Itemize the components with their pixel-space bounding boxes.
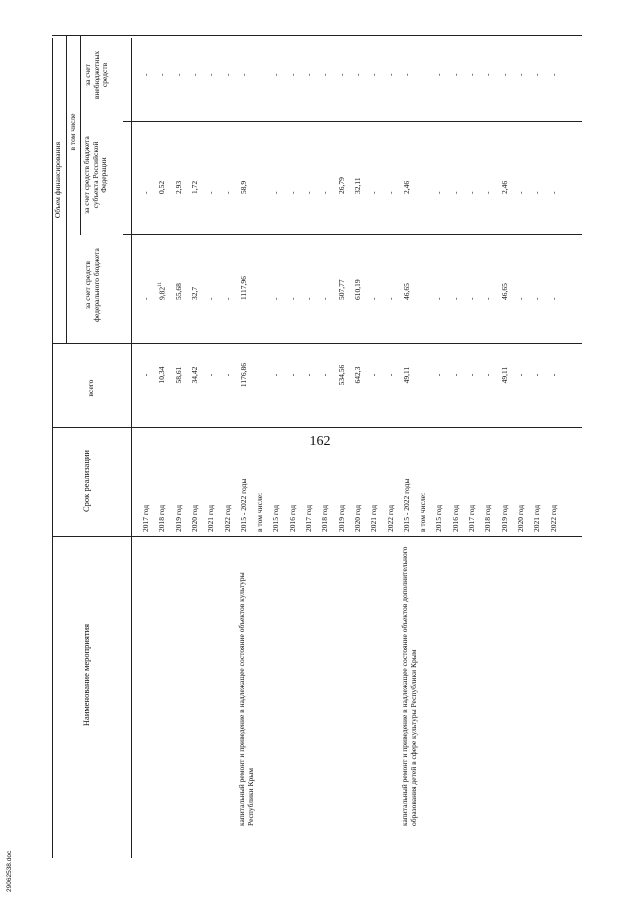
cell-federal: -: [467, 297, 476, 300]
cell-period: 2016 год: [450, 504, 460, 532]
cell-federal: -: [434, 297, 444, 300]
cell-regional: -: [369, 191, 379, 194]
cell-federal: -: [141, 297, 150, 300]
cell-extra: -: [532, 73, 542, 76]
cell-federal: -: [304, 297, 313, 300]
cell-regional: 0,52: [157, 180, 167, 194]
cell-total: -: [434, 373, 444, 377]
cell-period: 2021 год: [369, 504, 379, 532]
cell-total: -: [548, 373, 558, 377]
header-divider: [131, 38, 132, 858]
including-header-line: [80, 35, 81, 235]
cell-period: 2019 год: [499, 504, 509, 532]
cell-regional: 2,93: [173, 180, 183, 194]
cell-total: -: [304, 373, 313, 377]
cell-federal: 610,19: [352, 279, 362, 300]
row-divider-fed-reg: [123, 234, 582, 235]
cell-total: -: [515, 373, 525, 377]
cell-total: 58,61: [173, 366, 183, 384]
cell-extra: -: [320, 73, 330, 76]
cell-extra: -: [450, 73, 460, 76]
cell-total: -: [141, 373, 150, 377]
cell-extra: -: [287, 73, 297, 76]
row-divider-total-fed: [52, 343, 582, 344]
cell-regional: -: [271, 191, 281, 194]
cell-regional: 1,72: [189, 180, 199, 194]
cell-period: 2017 год: [467, 504, 476, 532]
cell-period: 2022 год: [222, 504, 232, 532]
cell-regional: -: [532, 191, 542, 194]
cell-federal: 55,68: [173, 283, 183, 300]
cell-total: 49,11: [401, 366, 411, 384]
cell-period: 2018 год: [483, 504, 493, 532]
cell-extra: -: [401, 73, 411, 76]
cell-period: 2019 год: [173, 504, 183, 532]
cell-total: -: [467, 373, 476, 377]
cell-period: 2020 год: [189, 504, 199, 532]
cell-extra: -: [499, 73, 509, 76]
cell-regional: 26,79: [336, 177, 346, 194]
cell-total: -: [271, 373, 281, 377]
cell-regional: -: [287, 191, 297, 194]
cell-regional: 32,11: [352, 177, 362, 194]
cell-total: -: [222, 373, 232, 377]
cell-extra: -: [336, 73, 346, 76]
header-total: всего: [86, 379, 95, 397]
cell-federal: 9,82$^{11}$: [157, 282, 167, 300]
cell-federal: -: [515, 297, 525, 300]
cell-total: 1176,86: [238, 362, 248, 388]
cell-federal: -: [271, 297, 281, 300]
cell-regional: 2,46: [499, 180, 509, 194]
header-name: Наименование мероприятия: [81, 623, 91, 727]
cell-extra: -: [548, 73, 558, 76]
cell-regional: -: [141, 191, 150, 194]
cell-federal: -: [483, 297, 493, 300]
cell-federal: -: [532, 297, 542, 300]
cell-period: 2018 год: [320, 504, 330, 532]
cell-extra: -: [467, 73, 476, 76]
cell-federal: 507,77: [336, 279, 346, 300]
cell-federal: -: [287, 297, 297, 300]
cell-period: в том числе:: [418, 492, 428, 532]
cell-period: 2018 год: [157, 504, 167, 532]
row-divider-period-total: [52, 427, 582, 428]
cell-total: 642,3: [352, 366, 362, 384]
cell-period: 2021 год: [206, 504, 216, 532]
cell-extra: -: [304, 73, 313, 76]
cell-extra: -: [189, 73, 199, 76]
cell-federal: -: [222, 297, 232, 300]
cell-federal: 46,65: [499, 283, 509, 300]
cell-regional: -: [450, 191, 460, 194]
cell-regional: -: [206, 191, 216, 194]
cell-extra: -: [352, 73, 362, 76]
cell-period: 2017 год: [304, 504, 313, 532]
footnote-mark: 11: [158, 282, 164, 287]
cell-federal: -: [320, 297, 330, 300]
row-divider-name-period: [52, 536, 582, 537]
header-funding: Объем финансирования: [53, 141, 62, 219]
cell-period: 2022 год: [385, 504, 395, 532]
cell-total: 534,56: [336, 364, 346, 386]
cell-period: 2015 - 2022 годы: [238, 478, 248, 532]
table-top-border: [52, 35, 582, 36]
cell-federal: 46,65: [401, 283, 411, 300]
cell-period: 2015 - 2022 годы: [401, 478, 411, 532]
cell-total: -: [287, 373, 297, 377]
cell-regional: -: [320, 191, 330, 194]
cell-period: 2017 год: [141, 504, 150, 532]
cell-regional: -: [222, 191, 232, 194]
cell-extra: -: [206, 73, 216, 76]
cell-regional: -: [515, 191, 525, 194]
page-number: 162: [309, 434, 331, 449]
cell-extra: -: [271, 73, 281, 76]
cell-total: -: [450, 373, 460, 377]
cell-period: 2020 год: [515, 504, 525, 532]
header-extra: за счет внебюджетных средств: [83, 50, 110, 100]
cell-federal: -: [548, 297, 558, 300]
header-period: Срок реализации: [81, 450, 91, 512]
cell-extra: -: [157, 73, 167, 76]
cell-regional: -: [483, 191, 493, 194]
cell-period: в том числе:: [255, 492, 265, 532]
cell-extra: -: [238, 73, 248, 76]
cell-extra: -: [141, 73, 150, 76]
cell-period: 2019 год: [336, 504, 346, 532]
cell-name: капитальный ремонт и приведение в надлежащее состояние объектов культуры Республики Крым: [236, 572, 255, 826]
cell-total: -: [369, 373, 379, 377]
cell-total: -: [206, 373, 216, 377]
cell-regional: -: [548, 191, 558, 194]
header-including: в том числе: [68, 113, 77, 151]
cell-period: 2016 год: [287, 504, 297, 532]
cell-total: 34,42: [189, 366, 199, 384]
cell-period: 2020 год: [352, 504, 362, 532]
cell-total: -: [532, 373, 542, 377]
cell-extra: -: [222, 73, 232, 76]
cell-extra: -: [369, 73, 379, 76]
cell-regional: 58,9: [238, 180, 248, 194]
cell-regional: -: [385, 191, 395, 194]
cell-total: -: [320, 373, 330, 377]
cell-extra: -: [434, 73, 444, 76]
header-federal: за счет средств федерального бюджета: [83, 248, 101, 322]
cell-extra: -: [173, 73, 183, 76]
cell-extra: -: [483, 73, 493, 76]
cell-federal: 1117,96: [238, 276, 248, 300]
cell-extra: -: [385, 73, 395, 76]
cell-federal: -: [206, 297, 216, 300]
cell-period: 2015 год: [271, 504, 281, 532]
cell-regional: -: [467, 191, 476, 194]
cell-regional: -: [304, 191, 313, 194]
cell-total: -: [483, 373, 493, 377]
cell-extra: -: [515, 73, 525, 76]
footer-filename: 29062538.doc: [6, 850, 13, 892]
header-regional: за счет средств бюджета субъекта Российской Федерации: [82, 136, 109, 214]
cell-federal: -: [385, 297, 395, 300]
cell-name: капитальный ремонт и приведение в надлежащее состояние объектов дополнительного образования детей в сфере культуры Республики Крым: [399, 546, 418, 826]
cell-period: 2021 год: [532, 504, 542, 532]
row-divider-reg-extra: [123, 121, 582, 122]
cell-period: 2022 год: [548, 504, 558, 532]
cell-federal: -: [450, 297, 460, 300]
cell-federal: -: [369, 297, 379, 300]
cell-regional: 2,46: [401, 180, 411, 194]
cell-federal: 32,7: [189, 286, 199, 300]
cell-period: 2015 год: [434, 504, 444, 532]
cell-total: -: [385, 373, 395, 377]
cell-total: 49,11: [499, 366, 509, 384]
cell-regional: -: [434, 191, 444, 194]
cell-total: 10,34: [157, 366, 167, 384]
funding-header-line: [66, 35, 67, 343]
